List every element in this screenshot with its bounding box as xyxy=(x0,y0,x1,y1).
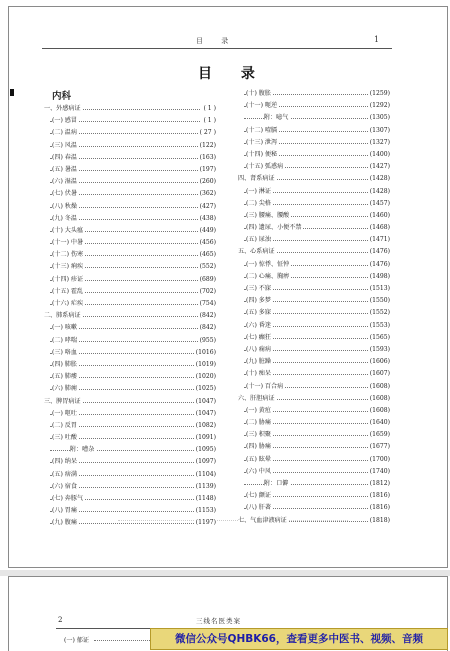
toc-entry-label: (三) 咯血 xyxy=(52,347,79,359)
toc-entry-page: (1292) xyxy=(368,100,390,112)
toc-entry xyxy=(238,222,390,234)
toc-entry-page: (1606) xyxy=(368,356,390,368)
toc-entry-label: (五) 暑温 xyxy=(52,164,79,176)
toc-entry-label: (六) 湿温 xyxy=(52,176,79,188)
toc-entry-page: (1082) xyxy=(194,420,216,432)
toc-entry-label: (十二) 噎膈 xyxy=(246,125,279,137)
toc-entry xyxy=(44,201,216,213)
toc-entry-page: (1593) xyxy=(368,344,390,356)
toc-entry-label: 附：口僻 xyxy=(264,478,290,490)
toc-entry-label: (十二) 伤寒 xyxy=(52,249,85,261)
toc-entry-page: (1097) xyxy=(194,456,216,468)
toc-entry xyxy=(44,127,216,139)
toc-entry-label: (十六) 疟疾 xyxy=(52,298,85,310)
toc-entry xyxy=(238,88,390,100)
running-header-title: 三线名医类案 xyxy=(196,617,241,625)
toc-entry xyxy=(44,444,216,456)
toc-entry xyxy=(238,259,390,271)
toc-entry xyxy=(44,335,216,347)
toc-entry-label: 六、肝胆病证 xyxy=(238,393,277,405)
toc-entry-page: (1677) xyxy=(368,441,390,453)
toc-entry xyxy=(44,164,216,176)
toc-entry-label: (四) 肺胀 xyxy=(52,359,79,371)
toc-entry xyxy=(44,261,216,273)
running-header-title: 目 录 xyxy=(196,37,237,45)
toc-entry-page: (449) xyxy=(198,225,216,237)
toc-entry-page: (1259) xyxy=(368,88,390,100)
toc-entry-page: (1025) xyxy=(194,383,216,395)
toc-entry xyxy=(238,137,390,149)
toc-entry-label: (十) 痴呆 xyxy=(246,368,273,380)
toc-entry-label: (五) 多寐 xyxy=(246,307,273,319)
toc-entry-label: (十一) 百合病 xyxy=(246,381,285,393)
toc-entry xyxy=(238,295,390,307)
toc-entry-page: (842) xyxy=(198,310,216,322)
toc-entry-page: (1457) xyxy=(368,198,390,210)
toc-entry xyxy=(238,332,390,344)
toc-entry xyxy=(238,393,390,405)
toc-entry-page: (1148) xyxy=(194,493,216,505)
margin-marker xyxy=(10,89,14,96)
toc-entry xyxy=(44,298,216,310)
toc-entry xyxy=(238,186,390,198)
toc-entry xyxy=(238,368,390,380)
toc-entry xyxy=(44,152,216,164)
toc-entry-page: (1552) xyxy=(368,307,390,319)
toc-entry-label: (九) 脏躁 xyxy=(246,356,273,368)
toc-entry-page: (702) xyxy=(198,286,216,298)
toc-entry-label: (二) 哮喘 xyxy=(52,335,79,347)
toc-entry-page: (362) xyxy=(198,188,216,200)
toc-entry-label: (六) 宿食 xyxy=(52,481,79,493)
toc-entry-label: (五) 肺痿 xyxy=(52,371,79,383)
toc-entry xyxy=(238,441,390,453)
toc-entry xyxy=(44,396,216,408)
toc-entry-label: 附：嘈杂 xyxy=(70,444,96,456)
section-title: 内科 xyxy=(52,91,72,102)
toc-entry xyxy=(238,344,390,356)
toc-entry-page: (122) xyxy=(198,140,216,152)
toc-entry-label: (七) 奔豚气 xyxy=(52,493,85,505)
toc-entry-page: (1608) xyxy=(368,405,390,417)
toc-entry-label: (十) 大头瘟 xyxy=(52,225,85,237)
toc-entry xyxy=(44,140,216,152)
toc-entry-label: (八) 秋燥 xyxy=(52,201,79,213)
toc-entry xyxy=(64,635,164,644)
toc-entry-label: (二) 反胃 xyxy=(52,420,79,432)
toc-entry xyxy=(44,432,216,444)
toc-entry-page: (1471) xyxy=(368,234,390,246)
toc-entry xyxy=(44,456,216,468)
page-number: 1 xyxy=(374,35,380,44)
toc-entry-page: (1095) xyxy=(194,444,216,456)
toc-entry-page: ( 1 ) xyxy=(201,103,216,115)
toc-entry-page: (1498) xyxy=(368,271,390,283)
toc-entry-page: (1659) xyxy=(368,429,390,441)
toc-column-right xyxy=(238,88,390,527)
toc-entry-label: (八) 痫病 xyxy=(246,344,273,356)
toc-entry-label: (一) 郁证 xyxy=(64,637,89,644)
toc-entry xyxy=(238,112,390,124)
toc-entry-label: (十一) 呃逆 xyxy=(246,100,279,112)
toc-entry-page: (1016) xyxy=(194,347,216,359)
toc-entry-label: (二) 胁痛 xyxy=(246,417,273,429)
toc-entry-page: (163) xyxy=(198,152,216,164)
toc-entry xyxy=(238,271,390,283)
toc-entry-page: (1608) xyxy=(368,381,390,393)
toc-entry xyxy=(44,213,216,225)
toc-entry xyxy=(238,246,390,258)
toc-entry-page: (552) xyxy=(198,261,216,273)
toc-entry xyxy=(238,490,390,502)
toc-entry-page: (1550) xyxy=(368,295,390,307)
toc-entry-page: (1327) xyxy=(368,137,390,149)
page-number: 2 xyxy=(58,616,63,624)
toc-entry-label: (十五) 霍乱 xyxy=(52,286,85,298)
toc-entry-label: (一) 黄疸 xyxy=(246,405,273,417)
toc-entry xyxy=(44,225,216,237)
toc-entry-page: (1428) xyxy=(368,173,390,185)
toc-entry-page: (1553) xyxy=(368,320,390,332)
toc-entry-page: (1565) xyxy=(368,332,390,344)
toc-entry-label: (六) 昏迷 xyxy=(246,320,273,332)
toc-entry-label: (四) 多梦 xyxy=(246,295,273,307)
toc-entry xyxy=(44,408,216,420)
toc-entry-label: (一) 呕吐 xyxy=(52,408,79,420)
toc-entry xyxy=(44,115,216,127)
toc-entry-page: (1640) xyxy=(368,417,390,429)
toc-entry-page: (1428) xyxy=(368,186,390,198)
toc-entry xyxy=(44,469,216,481)
toc-entry-page: (427) xyxy=(198,201,216,213)
toc-entry-label: (三) 吐酸 xyxy=(52,432,79,444)
toc-entry-page: (1427) xyxy=(368,161,390,173)
toc-entry xyxy=(238,307,390,319)
toc-entry xyxy=(238,429,390,441)
toc-entry-page: (754) xyxy=(198,298,216,310)
toc-entry xyxy=(238,320,390,332)
toc-entry-page: (1812) xyxy=(368,478,390,490)
toc-entry xyxy=(238,173,390,185)
toc-entry xyxy=(44,481,216,493)
toc-entry-page: (1091) xyxy=(194,432,216,444)
toc-entry-label: (七) 伏暑 xyxy=(52,188,79,200)
toc-entry xyxy=(238,198,390,210)
toc-entry-label: (九) 冬温 xyxy=(52,213,79,225)
toc-entry xyxy=(44,103,216,115)
toc-entry-label: (四) 胁痛 xyxy=(246,441,273,453)
toc-entry-label: (五) 眩晕 xyxy=(246,454,273,466)
toc-entry xyxy=(44,505,216,517)
toc-entry-page: (1400) xyxy=(368,149,390,161)
toc-entry-label: (一) 淋证 xyxy=(246,186,273,198)
toc-entry-page: (1153) xyxy=(194,505,216,517)
toc-entry xyxy=(44,176,216,188)
toc-entry-label: (十四) 便秘 xyxy=(246,149,279,161)
toc-entry-label: (二) 温病 xyxy=(52,127,79,139)
toc-entry xyxy=(238,502,390,514)
toc-entry xyxy=(44,286,216,298)
toc-entry-page: ( 1 ) xyxy=(201,115,216,127)
toc-entry-label: (四) 纳呆 xyxy=(52,456,79,468)
toc-entry-label: (三) 腰痛、腰酸 xyxy=(246,210,291,222)
toc-entry-page: (1816) xyxy=(368,502,390,514)
toc-entry-label: (二) 心痛、胸痹 xyxy=(246,271,291,283)
toc-entry xyxy=(238,210,390,222)
toc-entry xyxy=(238,466,390,478)
toc-entry-label: 七、气血津液病证 xyxy=(238,515,289,527)
toc-entry-page: (197) xyxy=(198,164,216,176)
toc-entry-label: (六) 中风 xyxy=(246,466,273,478)
toc-entry xyxy=(238,478,390,490)
toc-entry-label: 附：噫气 xyxy=(264,112,290,124)
toc-entry-page: (1607) xyxy=(368,368,390,380)
toc-entry-label: (一) 感冒 xyxy=(52,115,79,127)
toc-entry-page: (1476) xyxy=(368,246,390,258)
toc-entry xyxy=(238,356,390,368)
toc-entry-page: (1020) xyxy=(194,371,216,383)
toc-entry xyxy=(44,188,216,200)
toc-entry-page: (1608) xyxy=(368,393,390,405)
toc-entry-label: 三、脾胃病证 xyxy=(44,396,83,408)
toc-entry-label: (十五) 弧惑病 xyxy=(246,161,285,173)
toc-entry-label: 四、肾系病证 xyxy=(238,173,277,185)
toc-entry xyxy=(238,100,390,112)
toc-entry xyxy=(238,405,390,417)
toc-entry-label: (十三) 痢疾 xyxy=(52,261,85,273)
toc-entry-page: (1139) xyxy=(194,481,216,493)
toc-entry-page: ( 27 ) xyxy=(198,127,216,139)
toc-entry xyxy=(44,371,216,383)
toc-entry-page: (1818) xyxy=(368,515,390,527)
toc-entry xyxy=(238,149,390,161)
toc-entry-label: 一、外感病证 xyxy=(44,103,83,115)
toc-entry-label: (十三) 泄泻 xyxy=(246,137,279,149)
toc-entry-page: (456) xyxy=(198,237,216,249)
toc-entry-label: (三) 积聚 xyxy=(246,429,273,441)
toc-entry-page: (1700) xyxy=(368,454,390,466)
toc-entry-page: (1104) xyxy=(194,469,216,481)
toc-entry-page: (689) xyxy=(198,274,216,286)
toc-entry-label: (五) 尿浊 xyxy=(246,234,273,246)
toc-entry-label: (七) 颤证 xyxy=(246,490,273,502)
toc-entry xyxy=(44,359,216,371)
toc-entry-label: (三) 不寐 xyxy=(246,283,273,295)
toc-entry-page: (438) xyxy=(198,213,216,225)
toc-entry xyxy=(44,347,216,359)
watermark-banner: 微信公众号QHBK66，查看更多中医书、视频、音频 xyxy=(150,628,448,650)
toc-entry xyxy=(238,161,390,173)
toc-entry-page: (1816) xyxy=(368,490,390,502)
toc-entry-page: (955) xyxy=(198,335,216,347)
toc-entry-page: (1307) xyxy=(368,125,390,137)
toc-entry-page: (1740) xyxy=(368,466,390,478)
toc-entry-label: (九) 腹痛 xyxy=(52,517,79,529)
toc-entry xyxy=(44,274,216,286)
toc-entry-page: (1019) xyxy=(194,359,216,371)
toc-entry-label: (三) 风温 xyxy=(52,140,79,152)
toc-entry-label: (六) 肺痈 xyxy=(52,383,79,395)
toc-entry xyxy=(44,249,216,261)
toc-entry xyxy=(238,283,390,295)
toc-entry-label: (四) 遗尿、小便不禁 xyxy=(246,222,303,234)
toc-entry-label: (八) 胃痛 xyxy=(52,505,79,517)
toc-entry xyxy=(238,417,390,429)
toc-entry-label: (十) 腹胀 xyxy=(246,88,273,100)
toc-entry-label: (二) 尖格 xyxy=(246,198,273,210)
toc-entry-page: (1047) xyxy=(194,396,216,408)
toc-entry-label: (十一) 中暑 xyxy=(52,237,85,249)
toc-entry-page: (1476) xyxy=(368,259,390,271)
toc-entry-label: (四) 春温 xyxy=(52,152,79,164)
toc-entry-page: (842) xyxy=(198,322,216,334)
toc-entry xyxy=(238,234,390,246)
toc-entry-label: 二、肺系病证 xyxy=(44,310,83,322)
toc-entry xyxy=(238,381,390,393)
toc-entry xyxy=(44,420,216,432)
toc-entry xyxy=(44,322,216,334)
toc-entry-page: (1197) xyxy=(194,517,216,529)
toc-entry xyxy=(238,454,390,466)
toc-entry xyxy=(44,310,216,322)
toc-entry-page: (1468) xyxy=(368,222,390,234)
toc-entry-label: (五) 痞满 xyxy=(52,469,79,481)
toc-entry xyxy=(238,125,390,137)
toc-entry-label: (一) 惊悸、怔忡 xyxy=(246,259,291,271)
header-rule xyxy=(42,48,392,49)
toc-entry-label: (七) 癫狂 xyxy=(246,332,273,344)
toc-entry-label: (十四) 疹证 xyxy=(52,274,85,286)
toc-entry-label: (一) 咳嗽 xyxy=(52,322,79,334)
toc-entry-page: (260) xyxy=(198,176,216,188)
toc-entry-page: (1460) xyxy=(368,210,390,222)
toc-entry-page: (1047) xyxy=(194,408,216,420)
toc-entry-page: (1305) xyxy=(368,112,390,124)
toc-entry xyxy=(44,237,216,249)
toc-entry xyxy=(44,493,216,505)
toc-entry-page: (465) xyxy=(198,249,216,261)
toc-entry-label: 五、心系病证 xyxy=(238,246,277,258)
toc-entry-label: (八) 肝著 xyxy=(246,502,273,514)
toc-entry xyxy=(44,383,216,395)
toc-entry-page: (1513) xyxy=(368,283,390,295)
toc-column-left xyxy=(44,103,216,530)
page-title: 目 录 xyxy=(198,66,267,82)
